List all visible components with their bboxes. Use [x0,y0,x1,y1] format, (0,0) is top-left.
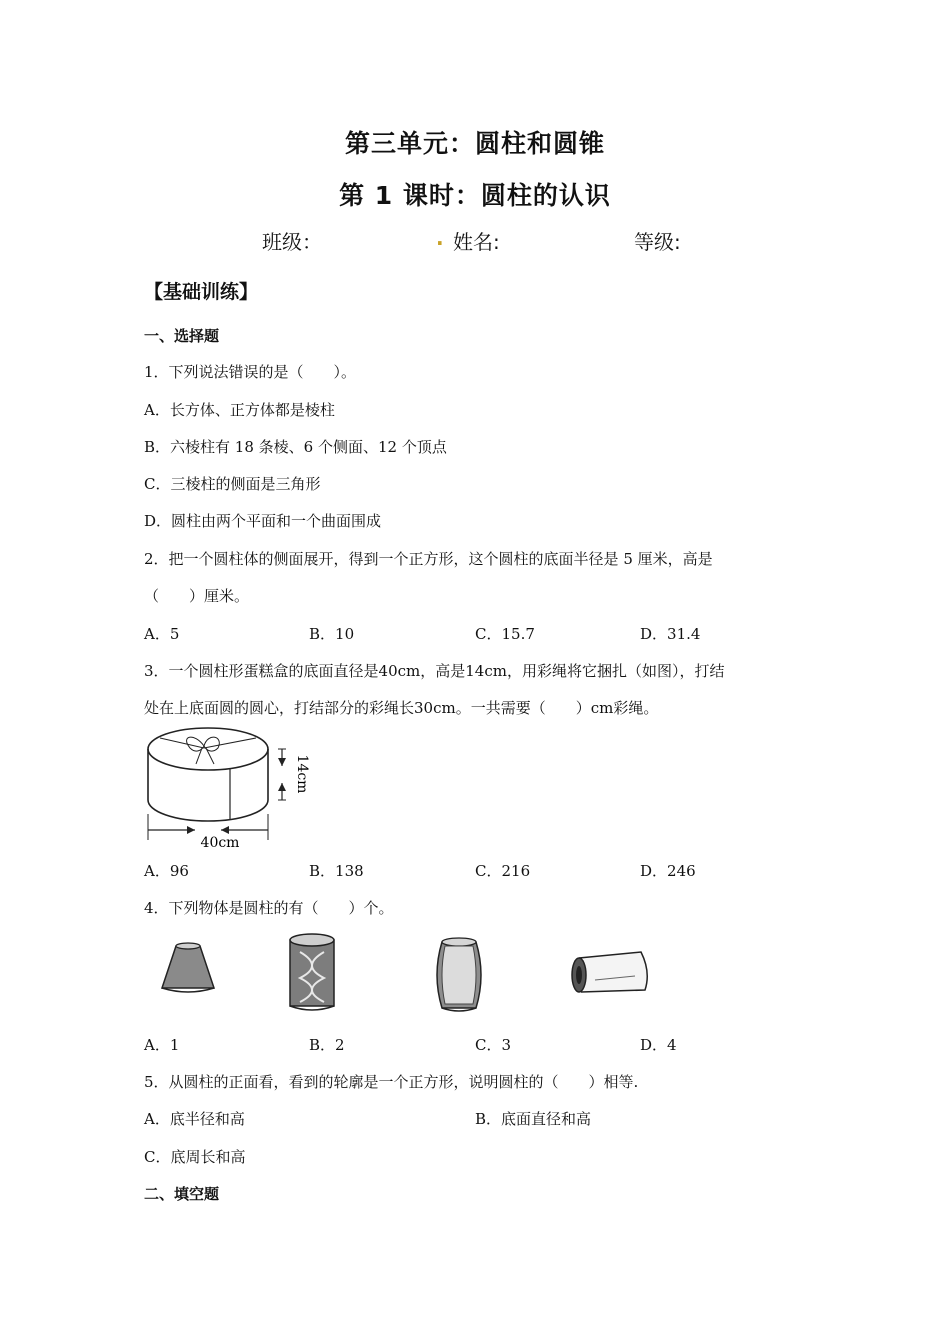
lesson-title: 第 1 课时：圆柱的认识 [339,181,611,210]
q3-option-a: A．96 [144,862,189,880]
part1-title: 一、选择题 [144,327,220,345]
q3-option-b: B．138 [309,862,364,880]
diameter-label: 40cm [200,835,240,851]
q2-stem-line1: 2．把一个圆柱体的侧面展开，得到一个正方形，这个圆柱的底面半径是 5 厘米，高是 [144,550,713,568]
q5-option-b: B．底面直径和高 [475,1110,592,1128]
decorated-cylinder-icon [286,932,338,1014]
section-basic-training: 【基础训练】 [144,281,259,303]
q1-option-a: A．长方体、正方体都是棱柱 [144,401,335,419]
q5-option-c: C．底周长和高 [144,1148,246,1166]
q2-stem-line2: （ ）厘米。 [144,587,250,605]
separator-dot: . [436,226,444,250]
q3-option-c: C．216 [475,862,531,880]
q3-option-d: D．246 [640,862,696,880]
class-label: 班级： [262,230,322,254]
q3-stem-line2: 处在上底面圆的圆心，打结部分的彩绳长30cm。一共需要（ ）cm彩绳。 [144,699,659,717]
q2-option-d: D．31.4 [640,625,701,643]
q4-option-d: D．4 [640,1036,677,1054]
grade-label: 等级: [634,230,681,254]
part2-title: 二、填空题 [144,1185,220,1203]
q4-option-a: A．1 [144,1036,180,1054]
q1-option-d: D．圆柱由两个平面和一个曲面围成 [144,512,382,530]
q4-stem: 4．下列物体是圆柱的有（ ）个。 [144,899,394,917]
name-label: 姓名: [453,230,500,254]
cake-box-bottom-arc [148,800,268,821]
q2-option-b: B．10 [309,625,355,643]
q3-stem-line1: 3．一个圆柱形蛋糕盒的底面直径是40cm，高是14cm，用彩绳将它捆扎（如图），打结 [144,662,725,680]
q5-stem: 5．从圆柱的正面看，看到的轮廓是一个正方形，说明圆柱的（ ）相等. [144,1073,639,1091]
q2-option-c: C．15.7 [475,625,535,643]
bow-icon [187,737,220,751]
q4-option-b: B．2 [309,1036,345,1054]
q1-option-b: B．六棱柱有 18 条棱、6 个侧面、12 个顶点 [144,438,447,456]
q2-option-a: A．5 [144,625,180,643]
pipe-roll-icon [565,946,655,1002]
barrel-vase-icon [430,934,488,1016]
q4-option-c: C．3 [475,1036,512,1054]
unit-title: 第三单元：圆柱和圆锥 [344,129,605,158]
lampshade-icon [156,936,220,1000]
height-label: 14cm [294,754,310,794]
cake-box-top-ellipse [148,728,268,770]
q1-stem: 1．下列说法错误的是（ ）。 [144,363,357,381]
q5-option-a: A．底半径和高 [144,1110,245,1128]
cake-box-figure [140,722,310,852]
q1-option-c: C．三棱柱的侧面是三角形 [144,475,321,493]
